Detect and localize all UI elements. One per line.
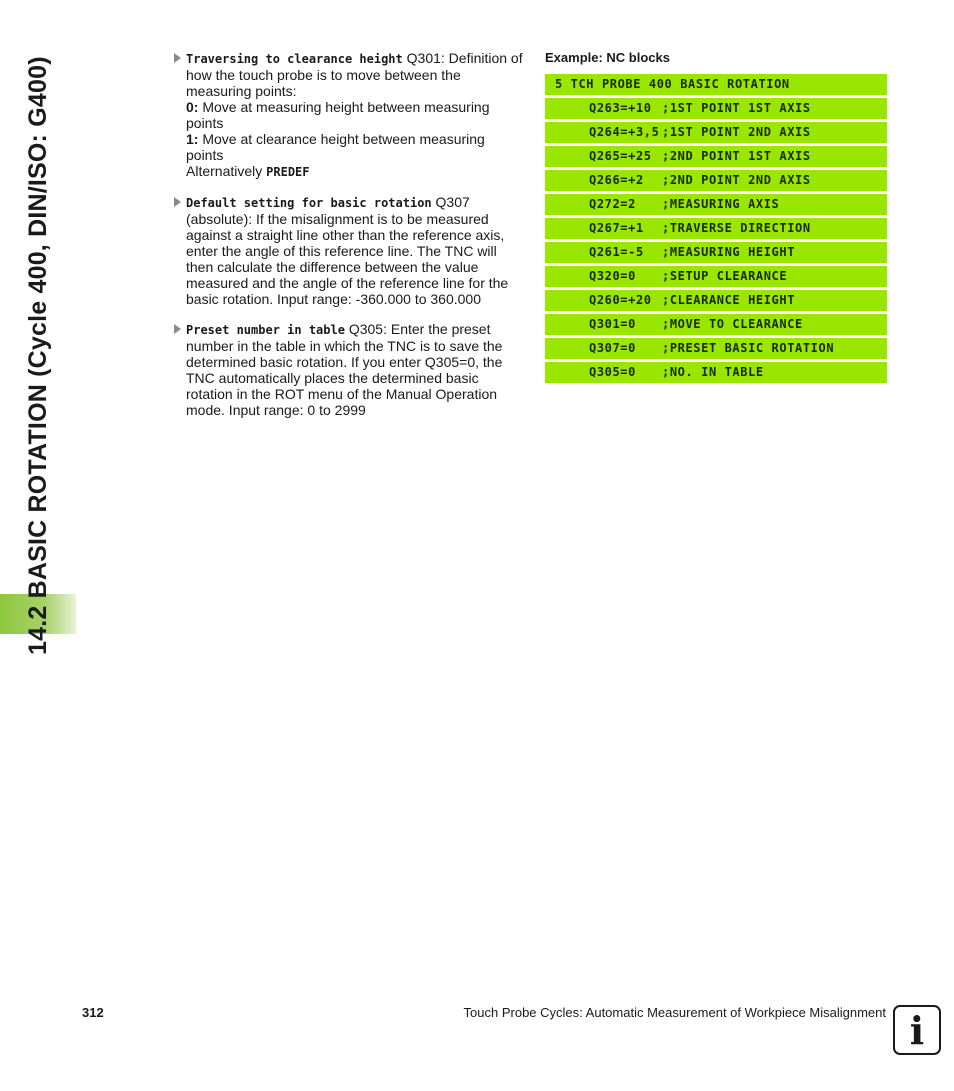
nc-comment: ;MEASURING HEIGHT [662,245,796,259]
arrow-right-icon [174,197,181,207]
nc-block [545,266,887,287]
nc-comment: ;MEASURING AXIS [662,197,780,211]
nc-block [545,170,887,191]
section-title: 14.2 BASIC ROTATION (Cycle 400, DIN/ISO: G400) [24,56,52,655]
info-icon: i [893,1005,941,1055]
nc-code: Q266=+2 [589,173,644,187]
arrow-right-icon [174,53,181,63]
alternative-code: PREDEF [266,165,310,179]
option-key: 0: [186,99,199,115]
nc-code: Q267=+1 [589,221,644,235]
nc-block [545,290,887,311]
nc-block [545,362,887,383]
nc-code: Q320=0 [589,269,636,283]
param-description: Q307 (absolute): If the misalignment is to be measured against a straight line other than the reference axis, enter the angle of this reference line. The TNC will then calculate the difference between the value measured and the angle of the reference line for the basic rotation. Input range: -360.000 to 360.000 [186,194,509,307]
param-description: Q301: Definition of how the touch probe is to move between the measuring points: [186,50,523,99]
nc-block [545,218,887,239]
arrow-right-icon [174,324,181,334]
nc-block [545,98,887,119]
nc-block [545,242,887,263]
nc-comment: ;NO. IN TABLE [662,365,764,379]
nc-comment: ;1ST POINT 2ND AXIS [662,125,811,139]
nc-block [545,338,887,359]
param-q301 [172,50,524,180]
nc-comment: ;2ND POINT 2ND AXIS [662,173,811,187]
option-text: Move at measuring height between measuring points [186,99,490,131]
option-key: 1: [186,131,199,147]
nc-code: Q261=-5 [589,245,644,259]
param-description: Q305: Enter the preset number in the table in which the TNC is to save the determined basic rotation. If you enter Q305=0, the TNC automatically places the determined basic rotation in the ROT menu of the Manual Operation mode. Input range: 0 to 2999 [186,321,503,418]
nc-comment: ;2ND POINT 1ST AXIS [662,149,811,163]
nc-comment: ;PRESET BASIC ROTATION [662,341,835,355]
nc-comment: ;SETUP CLEARANCE [662,269,788,283]
param-name: Preset number in table [186,323,345,337]
nc-block [545,314,887,335]
example-section [545,50,887,386]
nc-code: Q307=0 [589,341,636,355]
param-name: Default setting for basic rotation [186,196,432,210]
nc-comment: ;TRAVERSE DIRECTION [662,221,811,235]
chapter-footer: Touch Probe Cycles: Automatic Measurement of Workpiece Misalignment [463,1005,886,1020]
nc-comment: ;CLEARANCE HEIGHT [662,293,796,307]
alternative-label: Alternatively [186,163,267,179]
nc-code: Q264=+3,5 [589,125,660,139]
param-q305 [172,321,524,418]
nc-block [545,146,887,167]
page-number: 312 [82,1005,104,1020]
nc-block [545,122,887,143]
nc-code: Q301=0 [589,317,636,331]
parameter-list [172,50,524,432]
nc-comment: ;1ST POINT 1ST AXIS [662,101,811,115]
param-q307 [172,194,524,307]
example-title: Example: NC blocks [545,50,670,65]
nc-comment: ;MOVE TO CLEARANCE [662,317,803,331]
nc-code: Q260=+20 [589,293,652,307]
nc-code: Q263=+10 [589,101,652,115]
nc-block-header: 5 TCH PROBE 400 BASIC ROTATION [545,74,887,95]
nc-block [545,194,887,215]
nc-code: Q265=+25 [589,149,652,163]
option-text: Move at clearance height between measuring points [186,131,485,163]
param-name: Traversing to clearance height [186,52,403,66]
nc-code: Q305=0 [589,365,636,379]
nc-code: Q272=2 [589,197,636,211]
